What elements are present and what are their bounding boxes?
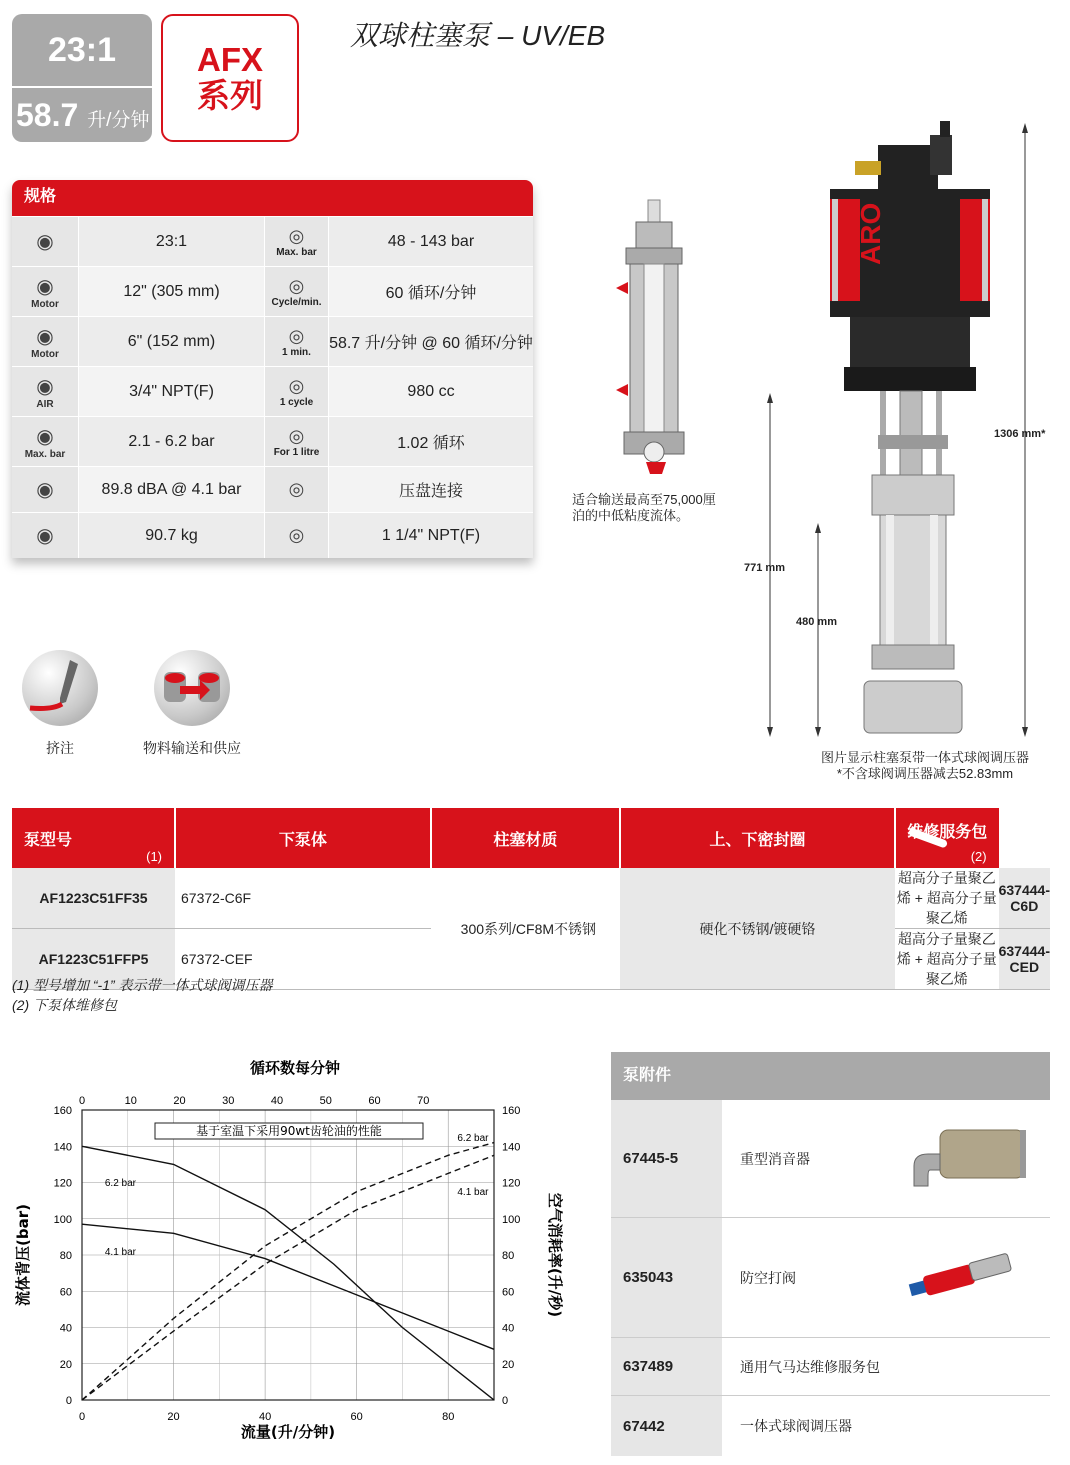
accessory-pn: 67445-5 (611, 1100, 722, 1217)
accessory-desc: 防空打阀 (722, 1218, 1050, 1337)
col-model: 泵型号 (1) (12, 808, 175, 868)
spec-value: 6" (152 mm) (78, 317, 264, 366)
y2-tick-label: 40 (502, 1322, 515, 1335)
performance-chart (10, 1055, 564, 1455)
aro-brand-text: ARO (855, 202, 886, 265)
app-label-transfer: 物料输送和供应 (143, 740, 241, 756)
accessory-row (611, 1396, 1050, 1456)
table-notes (12, 975, 273, 1015)
flow-value: 58.7 (16, 97, 79, 133)
x-axis-label: 流量(升/分钟) (240, 1423, 336, 1441)
accessories-title: 泵附件 (611, 1052, 1050, 1100)
spec-row (12, 416, 533, 466)
y2-tick-label: 120 (502, 1177, 521, 1190)
spec-value: 12" (305 mm) (78, 267, 264, 316)
cutaway-note-line2: 泊的中低粘度流体。 (572, 508, 690, 523)
x-tick-label: 60 (350, 1411, 363, 1423)
series-label: 6.2 bar (457, 1132, 489, 1144)
extrusion-icon (22, 650, 98, 726)
dim-total-height: 1306 mm* (994, 428, 1046, 440)
x2-tick-label: 0 (78, 1095, 86, 1107)
y-tick-label: 140 (53, 1141, 72, 1154)
y-tick-label: 20 (59, 1358, 72, 1371)
badge-divider (12, 86, 152, 88)
spec-title: 规格 (12, 180, 533, 216)
x-tick-label: 0 (78, 1411, 86, 1423)
table-row (12, 868, 1050, 929)
accessory-row (611, 1100, 1050, 1218)
accessory-desc: 通用气马达维修服务包 (740, 1358, 880, 1375)
max-air-bar-icon: ◉ Max. bar (12, 417, 78, 466)
y-tick-label: 40 (59, 1322, 72, 1335)
spec-table (12, 180, 533, 558)
lower-pn-cell: 67372-CEF (175, 929, 431, 990)
y-tick-label: 60 (59, 1286, 72, 1299)
series-label: 4.1 bar (104, 1247, 137, 1258)
page-title: 双球柱塞泵 – UV/EB (350, 20, 606, 51)
series-badge (161, 14, 299, 142)
accessory-row (611, 1338, 1050, 1396)
x2-tick-label: 10 (124, 1095, 137, 1107)
spec-row (12, 366, 533, 416)
fluid-inlet-icon: ◎ (264, 467, 328, 512)
ratio-badge (12, 14, 152, 142)
spec-value: 压盘连接 (328, 467, 533, 512)
series-label: 4.1 bar (457, 1187, 489, 1199)
col-lower: 下泵体 (175, 808, 431, 868)
headphones-icon: ◉ (12, 467, 78, 512)
y-tick-label: 160 (53, 1105, 72, 1117)
motor-stroke-icon: ◉ Motor (12, 317, 78, 366)
cutaway-illustration (612, 200, 696, 480)
y2-tick-label: 60 (502, 1286, 515, 1299)
for-1litre-icon: ◎ For 1 litre (264, 417, 328, 466)
service-cell: 637444-C6D (999, 868, 1050, 929)
series-line-air-41bar (82, 1155, 494, 1400)
cutaway-note-line1: 适合输送最高至75,000厘 (572, 492, 716, 507)
y2-tick-label: 20 (502, 1358, 515, 1371)
x-tick-label: 40 (258, 1411, 272, 1423)
model-cell: AF1223C51FFP5 (12, 929, 175, 990)
model-cell: AF1223C51FF35 (12, 868, 175, 929)
drops-1cycle-icon: ◎ 1 cycle (264, 367, 328, 416)
spec-value: 58.7 升/分钟 @ 60 循环/分钟 (328, 317, 533, 366)
transfer-supply-icon (154, 650, 230, 726)
x2-tick-label: 30 (222, 1095, 235, 1107)
dim-480: 480 mm (796, 616, 837, 628)
y-axis-label: 流体背压(bar) (14, 1204, 32, 1306)
chart-svg (10, 1055, 564, 1455)
y2-tick-label: 0 (502, 1395, 509, 1407)
y-tick-label: 80 (59, 1250, 72, 1262)
y2-tick-label: 80 (502, 1250, 515, 1262)
dim-771: 771 mm (744, 562, 785, 574)
pump-caption-line2: *不含球阀调压器减去52.83mm (836, 766, 1014, 781)
x2-tick-label: 20 (173, 1095, 186, 1107)
y2-tick-label: 160 (502, 1105, 521, 1117)
spec-value: 90.7 kg (78, 513, 264, 558)
series-label: 6.2 bar (104, 1178, 137, 1190)
spec-value: 60 循环/分钟 (328, 267, 533, 316)
y2-tick-label: 100 (502, 1213, 521, 1226)
plunger-material-cell: 硬化不锈钢/镀硬铬 (620, 868, 895, 990)
weight-icon: ◉ (12, 513, 78, 558)
series-suffix: 系列 (197, 77, 263, 114)
pump-caption (780, 750, 1070, 782)
y-tick-label: 0 (65, 1395, 72, 1407)
seals-cell: 超高分子量聚乙烯 + 超高分子量聚乙烯 (895, 868, 999, 929)
muffler-icon (910, 1116, 1030, 1196)
air-inlet-icon: ◉ AIR (12, 367, 78, 416)
ratio-icon: ◉ (12, 217, 78, 266)
y2-tick-label: 140 (502, 1141, 521, 1154)
runaway-valve-icon (910, 1248, 1020, 1308)
flow-rate (16, 92, 152, 138)
app-transfer (130, 650, 254, 758)
y2-axis-label: 空气消耗率(升/秒) (546, 1192, 564, 1318)
spec-value: 23:1 (78, 217, 264, 266)
x2-tick-label: 70 (417, 1095, 430, 1107)
seals-cell: 超高分子量聚乙烯 + 超高分子量聚乙烯 (895, 929, 999, 990)
x-tick-label: 80 (442, 1411, 455, 1423)
note-1: (1) 型号增加 “-1” 表示带一体式球阀调压器 (12, 977, 273, 993)
chart-annotation: 基于室温下采用90wt齿轮油的性能 (196, 1124, 382, 1138)
spec-value: 89.8 dBA @ 4.1 bar (78, 467, 264, 512)
series-name: AFX (197, 41, 263, 78)
x2-tick-label: 50 (319, 1095, 332, 1107)
series-line-pressure-41bar (82, 1224, 494, 1349)
accessory-row (611, 1218, 1050, 1338)
col-seals: 上、下密封圈 (620, 808, 895, 868)
series-line-pressure-62bar (82, 1146, 494, 1400)
y-tick-label: 100 (53, 1213, 72, 1226)
cycle-min-icon: ◎ Cycle/min. (264, 267, 328, 316)
x2-tick-label: 40 (270, 1095, 284, 1107)
spec-value: 3/4" NPT(F) (78, 367, 264, 416)
accessories-table (611, 1052, 1050, 1456)
flow-1min-icon: ◎ 1 min. (264, 317, 328, 366)
lower-material-cell: 300系列/CF8M不锈钢 (431, 868, 620, 990)
accessory-pn: 635043 (611, 1218, 722, 1337)
x2-tick-label: 60 (368, 1095, 381, 1107)
series-line-air-62bar (82, 1143, 494, 1400)
spec-value: 980 cc (328, 367, 533, 416)
accessory-desc: 重型消音器 (722, 1100, 1050, 1217)
spec-row (12, 316, 533, 366)
fluid-outlet-icon: ◎ (264, 513, 328, 558)
spec-value: 48 - 143 bar (328, 217, 533, 266)
models-table (12, 808, 1050, 990)
spec-row (12, 266, 533, 316)
ratio-value: 23:1 (47, 31, 117, 69)
accessory-pn: 637489 (611, 1338, 722, 1395)
spec-row (12, 216, 533, 266)
motor-diameter-icon: ◉ Motor (12, 267, 78, 316)
spec-value: 2.1 - 6.2 bar (78, 417, 264, 466)
app-label-extrusion: 挤注 (46, 740, 74, 756)
lower-pn-cell: 67372-C6F (175, 868, 431, 929)
spec-row (12, 512, 533, 558)
spec-value: 1.02 循环 (328, 417, 533, 466)
accessory-desc: 一体式球阀调压器 (740, 1418, 852, 1434)
y-tick-label: 120 (53, 1177, 72, 1190)
cutaway-note (572, 492, 716, 524)
col-plunger: 柱塞材质 (431, 808, 620, 868)
spec-row (12, 466, 533, 512)
x-tick-label: 20 (167, 1411, 180, 1423)
accessory-pn: 67442 (611, 1396, 722, 1456)
flow-unit: 升/分钟 (87, 110, 150, 131)
service-cell: 637444-CED (999, 929, 1050, 990)
chart-title: 循环数每分钟 (249, 1059, 341, 1077)
spec-value: 1 1/4" NPT(F) (328, 513, 533, 558)
col-service: 维修服务包 (2) (895, 808, 999, 868)
pump-caption-line1: 图片显示柱塞泵带一体式球阀调压器 (820, 750, 1029, 765)
note-2: (2) 下泵体维修包 (12, 997, 117, 1013)
max-bar-icon: ◎ Max. bar (264, 217, 328, 266)
app-extrusion (18, 650, 102, 758)
